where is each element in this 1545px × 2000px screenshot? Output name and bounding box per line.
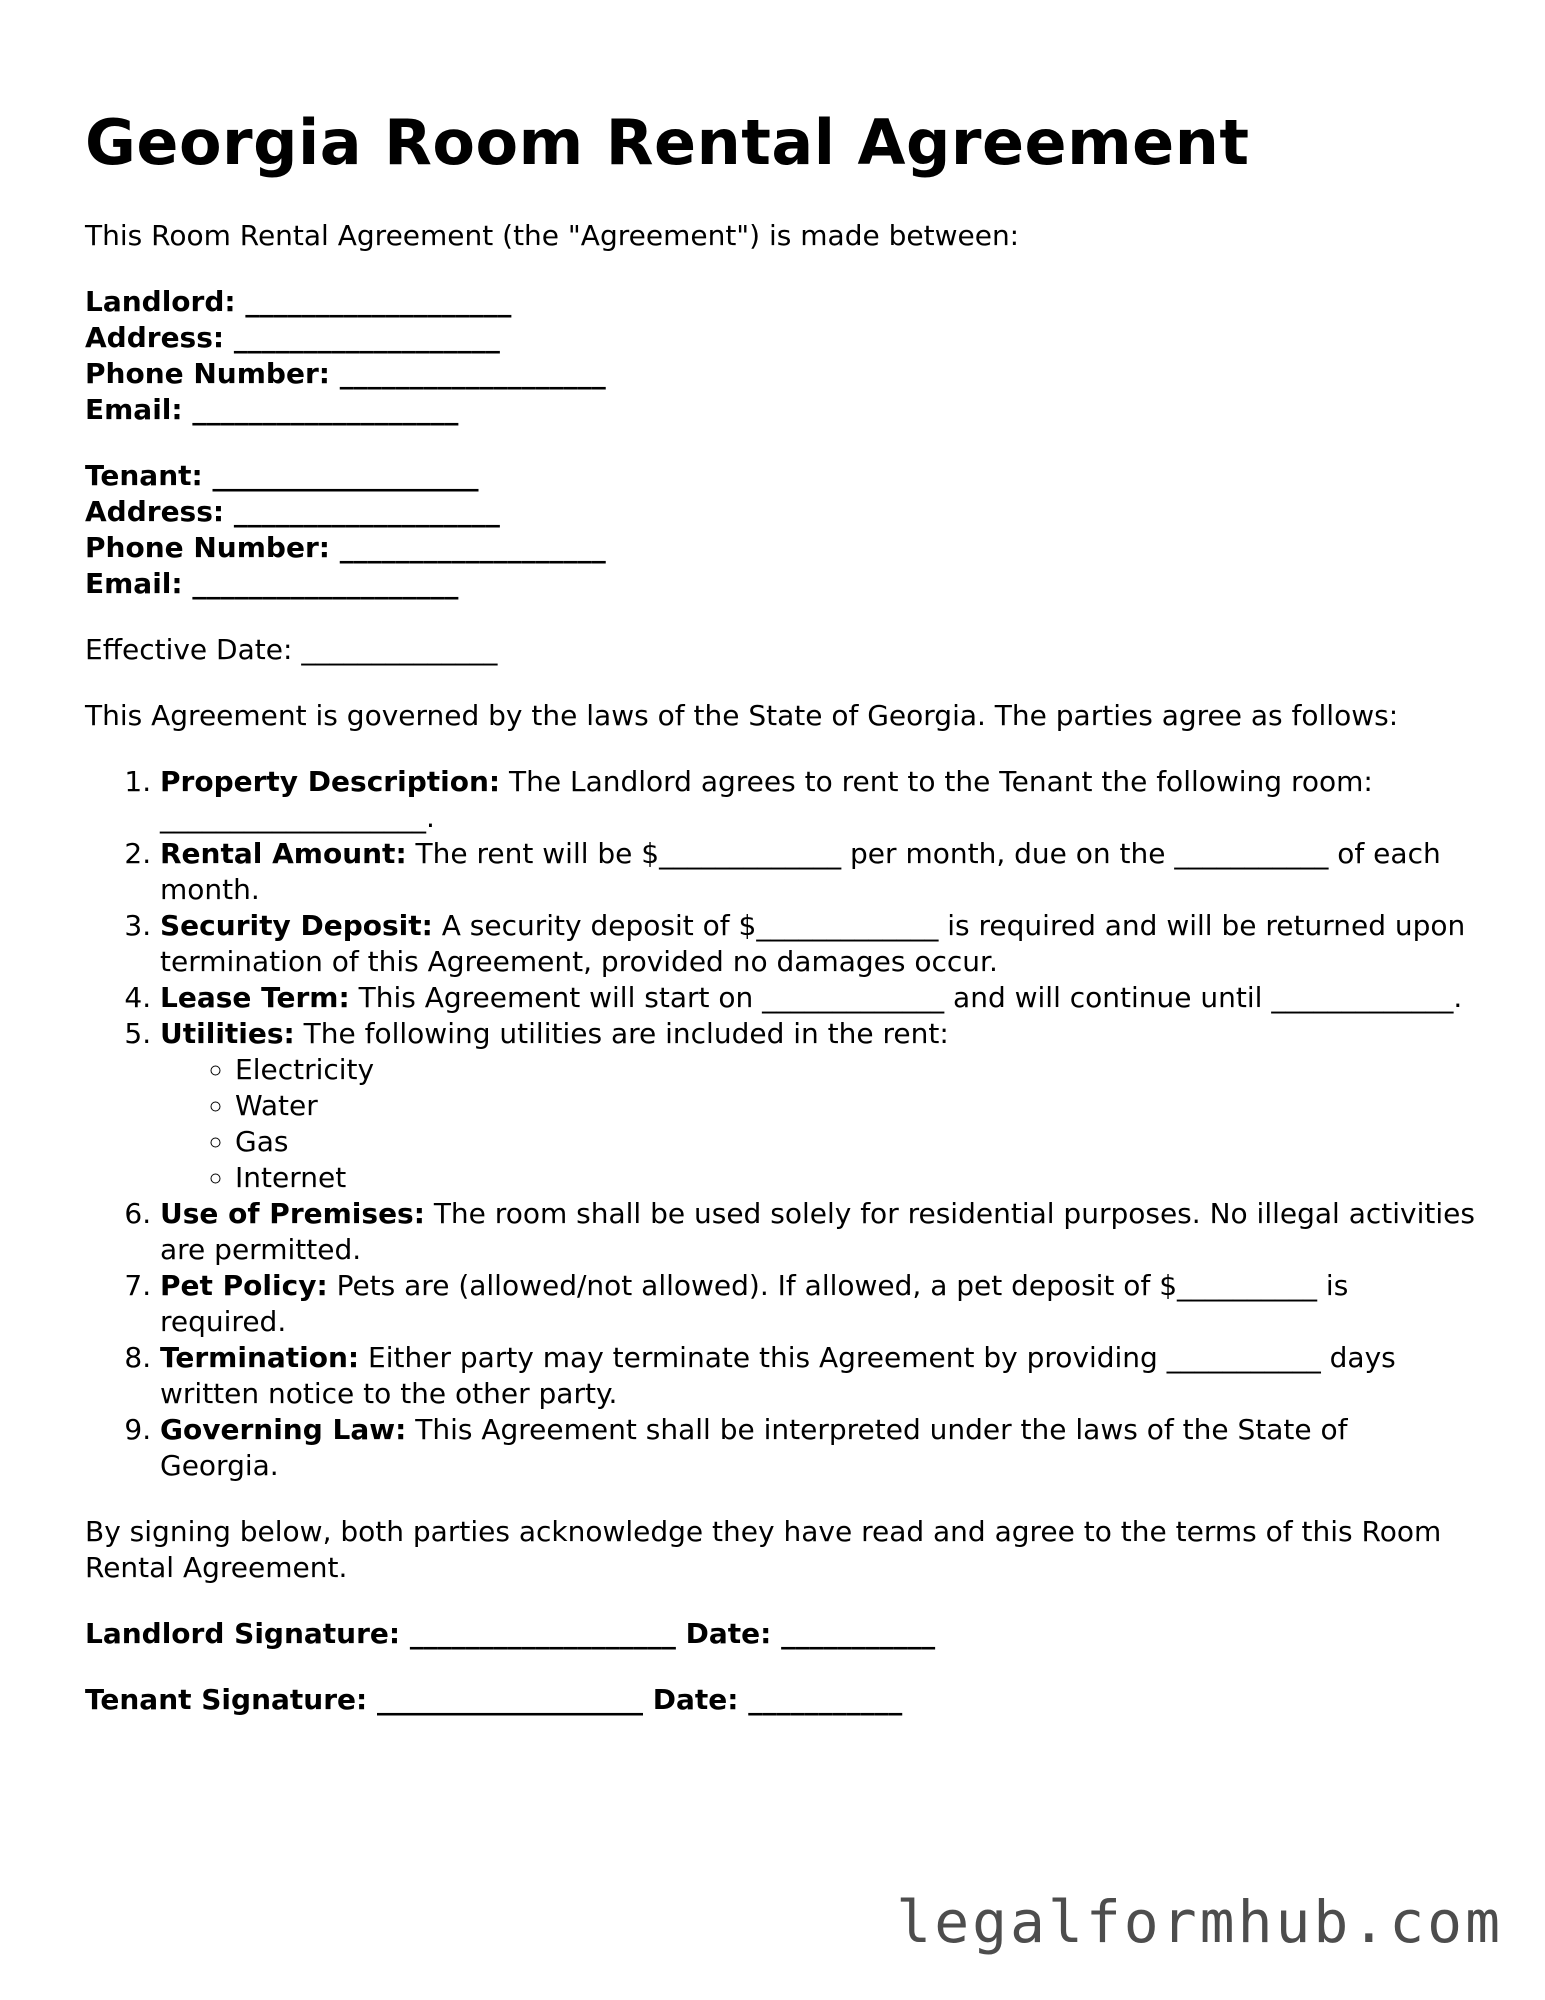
tenant-email-line [85,566,1475,602]
tenant-email-blank[interactable]: ___________________ [192,567,459,601]
term-text: Pets are (allowed/not allowed). If allowed, a pet deposit of $__________ is required. [160,1269,1349,1339]
landlord-address-line [85,320,1475,356]
utility-item: ◦ Internet [235,1160,1475,1196]
effective-date-line [85,632,1475,668]
term-text: The Landlord agrees to rent to the Tenant the following room: ___________________. [160,765,1373,835]
tenant-phone-line [85,530,1475,566]
term-heading: Termination: [160,1341,360,1375]
landlord-signature-label: Landlord Signature: [85,1617,401,1651]
term-heading: Lease Term: [160,981,350,1015]
landlord-email-blank[interactable]: ___________________ [192,393,459,427]
tenant-name-label: Tenant: [85,459,203,493]
landlord-phone-label: Phone Number: [85,357,330,391]
landlord-name-line [85,284,1475,320]
utility-item: ◦ Water [235,1088,1475,1124]
term-heading: Use of Premises: [160,1197,425,1231]
tenant-name-blank[interactable]: ___________________ [212,459,479,493]
term-text: A security deposit of $_____________ is required and will be returned upon termination of this Agreement, provided no damages occur. [160,909,1466,979]
term-text: This Agreement will start on _____________ and will continue until _____________. [358,981,1463,1015]
effective-date-blank[interactable]: ______________ [301,633,498,667]
tenant-address-label: Address: [85,495,225,529]
term-item [160,1340,1475,1412]
term-item [160,836,1475,908]
tenant-date-blank[interactable]: ___________ [748,1683,903,1717]
term-item [160,908,1475,980]
governed-text: This Agreement is governed by the laws of the State of Georgia. The parties agree as follows: [85,699,1399,733]
closing-text: By signing below, both parties acknowledge they have read and agree to the terms of this Room Rental Agreement. [85,1515,1442,1585]
document-title: Georgia Room Rental Agreement [85,106,1250,179]
utility-item: ◦ Gas [235,1124,1475,1160]
tenant-address-blank[interactable]: ___________________ [233,495,500,529]
landlord-block [85,284,1475,428]
intro-text: This Room Rental Agreement (the "Agreement") is made between: [85,219,1020,253]
term-item [160,1016,1475,1196]
tenant-signature-blank[interactable]: ___________________ [376,1683,643,1717]
term-text: Either party may terminate this Agreement by providing ___________ days written notice to the other party. [160,1341,1396,1411]
site-watermark: legalformhub.com [896,1888,1503,1956]
tenant-phone-label: Phone Number: [85,531,330,565]
landlord-email-line [85,392,1475,428]
landlord-name-blank[interactable]: ___________________ [245,285,512,319]
term-item [160,1268,1475,1340]
tenant-address-line [85,494,1475,530]
landlord-address-label: Address: [85,321,225,355]
term-item [160,1412,1475,1484]
tenant-signature-label: Tenant Signature: [85,1683,368,1717]
landlord-phone-blank[interactable]: ___________________ [339,357,606,391]
document-page [85,0,1475,1718]
term-text: The room shall be used solely for residential purposes. No illegal activities are permitted. [160,1197,1475,1267]
term-text: The following utilities are included in the rent: [303,1017,949,1051]
term-heading: Rental Amount: [160,837,407,871]
tenant-email-label: Email: [85,567,183,601]
term-heading: Pet Policy: [160,1269,328,1303]
landlord-email-label: Email: [85,393,183,427]
tenant-phone-blank[interactable]: ___________________ [339,531,606,565]
term-item [160,764,1475,836]
effective-date-label: Effective Date: [85,633,293,667]
term-heading: Governing Law: [160,1413,407,1447]
landlord-signature-line [85,1616,1475,1652]
landlord-address-blank[interactable]: ___________________ [233,321,500,355]
utility-item: ◦ Electricity [235,1052,1475,1088]
term-item [160,980,1475,1016]
term-text: The rent will be $_____________ per month, due on the ___________ of each month. [160,837,1441,907]
landlord-date-blank[interactable]: ___________ [781,1617,936,1651]
landlord-date-label: Date: [685,1617,772,1651]
tenant-block [85,458,1475,602]
tenant-name-line [85,458,1475,494]
term-heading: Property Description: [160,765,501,799]
utilities-list [160,1052,1475,1196]
terms-list [85,764,1475,1484]
tenant-date-label: Date: [652,1683,739,1717]
term-item [160,1196,1475,1268]
term-heading: Security Deposit: [160,909,433,943]
term-heading: Utilities: [160,1017,295,1051]
landlord-phone-line [85,356,1475,392]
tenant-signature-line [85,1682,1475,1718]
term-text: This Agreement shall be interpreted under the laws of the State of Georgia. [160,1413,1348,1483]
landlord-name-label: Landlord: [85,285,236,319]
landlord-signature-blank[interactable]: ___________________ [409,1617,676,1651]
